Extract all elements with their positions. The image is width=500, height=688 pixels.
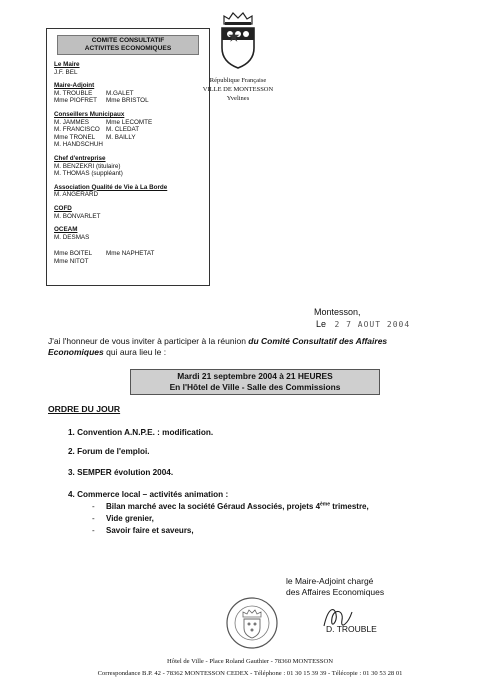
section-chef (54, 155, 209, 178)
member-name: Mme PIOFRET (54, 97, 98, 105)
member-name: M. BAILLY (106, 133, 136, 141)
republic-header (188, 76, 288, 103)
agenda-sub-item (92, 514, 154, 523)
member-name: M.GALET (106, 89, 134, 97)
bullet-dash: - (92, 526, 95, 535)
section-title: Association Qualité de Vie à La Borde (54, 183, 168, 191)
city-line: VILLE DE MONTESSON (202, 86, 274, 93)
sub-item-superscript: ème (320, 501, 331, 508)
date-line (316, 318, 410, 331)
member-name: Mme NAPHETAT (106, 250, 155, 258)
agenda-item: 3. SEMPER évolution 2004. (68, 468, 174, 477)
member-name: Mme NITOT (54, 257, 89, 265)
section-others (54, 250, 209, 265)
agenda-item: 1. Convention A.N.P.E. : modification. (68, 428, 214, 437)
agenda-sub-item (92, 502, 369, 511)
member-name (106, 258, 209, 266)
member-name: Mme TRONEL (54, 133, 96, 141)
member-name: Mme BOITEL (54, 250, 93, 258)
intro-paragraph (48, 336, 438, 358)
date-stamp: 2 7 AOUT 2004 (334, 320, 411, 329)
member-name: M. DESMAS (54, 233, 90, 241)
member-name: M. BONVARLET (54, 212, 101, 220)
footer-contact: Correspondance B.P. 42 - 78362 MONTESSON CEDEX - Téléphone : 01 30 15 39 39 - Télécopie : 01 30 53 28 01 (97, 670, 403, 677)
intro-text-after: qui aura lieu le : (106, 347, 167, 357)
sub-item-text: Bilan marché avec la société Géraud Associés, projets 4 (106, 502, 321, 511)
committee-box (46, 28, 210, 286)
agenda-item: 2. Forum de l'emploi. (68, 447, 150, 456)
intro-text: J'ai l'honneur de vous inviter à participer à la réunion (48, 336, 246, 346)
member-name: M. HANDSCHUH (54, 141, 103, 149)
agenda-title: ORDRE DU JOUR (48, 404, 121, 414)
meeting-box (130, 369, 380, 395)
intro-emphasis: du Comité Consultatif des Affaires Economiques (48, 336, 388, 357)
member-name: M. JAMMES (54, 118, 89, 126)
sub-item-text: Vide grenier, (106, 514, 154, 523)
member-name: M. ANGERARD (54, 191, 99, 199)
member-name: M. THOMAS (suppléant) (54, 170, 123, 178)
member-name: M. BENZEKRI (titulaire) (54, 162, 121, 170)
section-conseillers (54, 111, 209, 149)
official-seal-icon (225, 595, 279, 651)
sub-item-text-after: trimestre, (330, 502, 369, 511)
section-title: OCEAM (54, 226, 78, 234)
committee-header-line1: COMITE CONSULTATIF (91, 37, 165, 44)
member-name: Mme BRISTOL (106, 97, 149, 105)
signature-title-line1: le Maire-Adjoint chargé (286, 576, 374, 586)
signature-title (286, 576, 384, 598)
section-title: COFD (54, 204, 72, 212)
section-adjoints (54, 82, 209, 105)
section-title: Le Maire (54, 61, 80, 68)
republic-line: République Française (209, 77, 267, 84)
footer-address: Hôtel de Ville - Place Roland Gauthier - 78360 MONTESSON (167, 658, 333, 665)
meeting-location: En l'Hôtel de Ville - Salle des Commissions (169, 382, 341, 392)
signer-name: D. TROUBLE (326, 624, 377, 634)
member-name: M. CLEDAT (106, 126, 140, 134)
section-cofd (54, 205, 209, 220)
member-name (106, 141, 209, 149)
date-place: Montesson, (314, 307, 361, 317)
signature-title-line2: des Affaires Economiques (286, 587, 385, 597)
bullet-dash: - (92, 514, 95, 523)
section-title: Conseillers Municipaux (54, 110, 125, 118)
member-name: Mme LECOMTE (106, 118, 153, 126)
coat-of-arms-icon (216, 10, 260, 72)
section-title: Maire-Adjoint (54, 82, 95, 90)
section-oceam (54, 226, 209, 241)
member-name: M. FRANCISCO (54, 126, 100, 134)
section-maire (54, 61, 209, 76)
date-prefix: Le (316, 319, 327, 329)
meeting-date: Mardi 21 septembre 2004 à 21 HEURES (177, 371, 333, 381)
agenda-item: 4. Commerce local – activités animation : (68, 490, 229, 499)
member-name: J.F. BEL (54, 68, 78, 76)
member-name: M. TROUBLE (54, 89, 93, 97)
bullet-dash: - (92, 502, 95, 511)
sub-item-text: Savoir faire et saveurs, (106, 526, 194, 535)
committee-header-line2: ACTIVITES ECONOMIQUES (84, 45, 172, 52)
committee-header (57, 35, 199, 55)
section-association (54, 184, 209, 199)
department-line: Yvelines (226, 95, 250, 102)
section-title: Chef d'entreprise (54, 154, 106, 162)
agenda-sub-item (92, 526, 194, 535)
